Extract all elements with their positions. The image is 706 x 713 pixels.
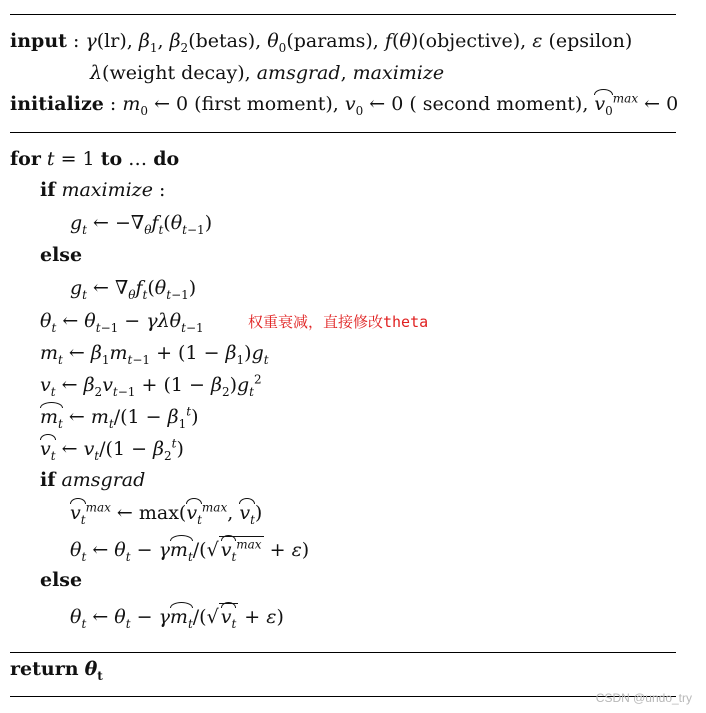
theta-weight-decay: $\theta_t$ ← $\theta_{t-1} - \gamma\lambda\theta_{t-1}$ bbox=[40, 310, 204, 335]
else-1: else bbox=[40, 244, 83, 266]
header-rule bbox=[10, 132, 676, 133]
return-line: return $\theta_t$ bbox=[10, 658, 103, 683]
v-hat: $v_t$ ← $v_t/(1 - \beta_2^t)$ bbox=[40, 436, 184, 463]
grad-positive: $g_t$ ← $\nabla_\theta f_t(\theta_{t-1})$ bbox=[70, 277, 197, 302]
m-update: $m_t$ ← $\beta_1m_{t-1} + (1 - \beta_1)g_t$ bbox=[40, 342, 269, 367]
input-keyword: input bbox=[10, 30, 67, 52]
initialize-keyword: initialize bbox=[10, 93, 104, 115]
theta-standard: $\theta_t$ ← $\theta_t - \gamma m_t/(√$ $v_t + \varepsilon$) bbox=[70, 603, 284, 629]
input-line: input : γ(lr), $\beta_1$, $\beta_2(betas)$, $\theta_0(params)$, f(θ)(objective), ε (epsilon) bbox=[10, 30, 633, 55]
top-rule bbox=[10, 14, 676, 15]
bottom-rule bbox=[10, 696, 676, 697]
for-line: for t = 1 to … do bbox=[10, 148, 180, 170]
if-amsgrad: if amsgrad bbox=[40, 469, 146, 491]
theta-amsgrad: $\theta_t$ ← $\theta_t - \gamma m_t/(√$ $v_t^{max} + \varepsilon$) bbox=[70, 537, 310, 564]
v-update: $v_t$ ← $\beta_2v_{t-1} + (1 - \beta_2)g_t^2$ bbox=[40, 372, 262, 399]
input-line-2: λ(weight decay), amsgrad, maximize bbox=[90, 62, 445, 84]
initialize-line: initialize : $m_0$ ← 0 (first moment), $v_0$ ← 0 ( second moment), $v_0^{max}$ ← 0 bbox=[10, 91, 679, 118]
m-hat: $m_t$ ← $m_t/(1 - \beta_1^t)$ bbox=[40, 404, 199, 431]
return-rule bbox=[10, 652, 676, 653]
grad-negative: $g_t$ ← $-\nabla_\theta f_t(\theta_{t-1})$ bbox=[70, 212, 213, 237]
vmax-update: $v_t^{max}$ ← $\max(v_t^{max}$, $v_t$) bbox=[70, 500, 263, 527]
weight-decay-annotation: 权重衰减，直接修改theta bbox=[248, 313, 429, 331]
else-2: else bbox=[40, 569, 83, 591]
if-maximize: if maximize : bbox=[40, 179, 166, 201]
watermark: CSDN @undo_try bbox=[595, 691, 692, 705]
